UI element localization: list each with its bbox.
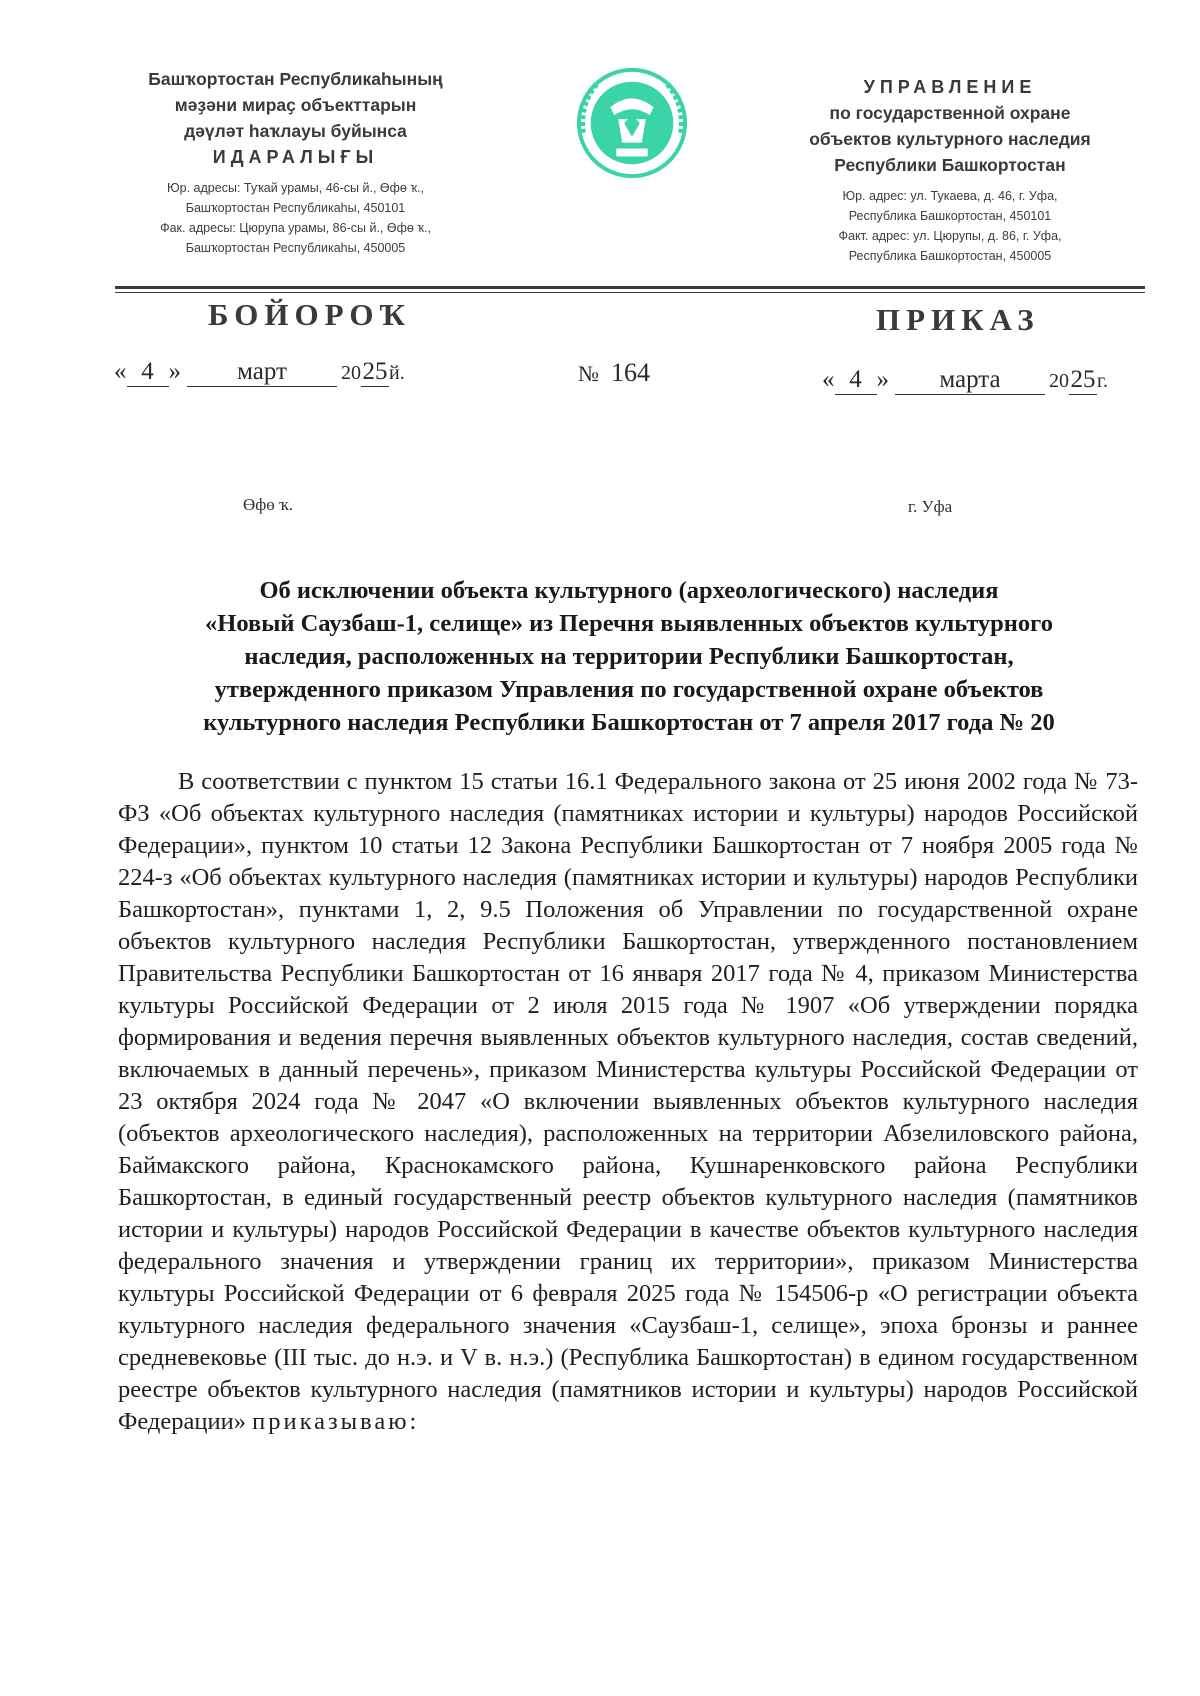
date-year-suffix: 25 [1070, 366, 1096, 393]
header-russian [770, 74, 1130, 266]
header-divider [115, 286, 1145, 289]
date-day: 4 [127, 358, 169, 387]
org-name-line: Башҡортостан Республикаһының [148, 69, 443, 89]
order-body [118, 766, 1138, 1438]
org-name-line: дәүләт һаҡлауы буйынса [184, 121, 407, 141]
city-russian: г. Уфа [908, 497, 953, 516]
quote-open: « [114, 358, 127, 385]
address-line: Юр. адрес: ул. Тукаева, д. 46, г. Уфа, [842, 189, 1058, 203]
org-name-line: по государственной охране [829, 103, 1071, 123]
date-month: март [187, 358, 337, 387]
number-label: № [578, 361, 599, 386]
address-line: Республика Башкортостан, 450005 [848, 249, 1052, 263]
title-line: наследия, расположенных на территории Республики Башкортостан, [244, 643, 1014, 670]
quote-open: « [822, 366, 835, 393]
title-line: утвержденного приказом Управления по государственной охране объектов [214, 676, 1044, 703]
address-block [108, 178, 483, 258]
date-day: 4 [835, 366, 877, 395]
city-bashkir: Өфө ҡ. [243, 495, 294, 514]
address-block [770, 186, 1130, 266]
address-line: Республика Башкортостан, 450101 [848, 209, 1052, 223]
date-year-prefix: 20 [341, 362, 361, 384]
doc-type-russian: ПРИКАЗ [876, 302, 1040, 337]
date-month: марта [895, 366, 1045, 395]
order-title [114, 574, 1144, 739]
number-value: 164 [611, 358, 650, 387]
org-name-line: УПРАВЛЕНИЕ [863, 77, 1037, 97]
org-name-line: Республики Башкортостан [834, 155, 1066, 175]
title-line: культурного наследия Республики Башкортостан от 7 апреля 2017 года № 20 [203, 709, 1055, 736]
date-year-mark: г. [1097, 370, 1108, 392]
order-word: приказываю: [252, 1408, 420, 1435]
header-divider-thin [115, 292, 1145, 293]
quote-close: » [876, 366, 889, 393]
doc-type-bashkir: БОЙОРОҠ [208, 297, 412, 332]
coat-of-arms-icon [573, 64, 691, 182]
order-number [578, 358, 650, 388]
date-year-prefix: 20 [1049, 370, 1069, 392]
title-line: Об исключении объекта культурного (археологического) наследия [259, 577, 999, 604]
org-name-line: мәҙәни мираҫ объекттарын [174, 95, 417, 115]
address-line: Факт. адрес: ул. Цюрупы, д. 86, г. Уфа, [838, 229, 1062, 243]
header-bashkir [108, 66, 483, 258]
body-text: В соответствии с пунктом 15 статьи 16.1 Федерального закона от 25 июня 2002 года № 73-ФЗ «Об объектах культурного наследия (памятниках истории и культуры) народов Российской Федерации», пунктом 10 статьи 12 Закона Республики Башкортостан от 7 ноября 2005 года № 224-з «Об объектах культурного наследия (памятниках истории и культуры) народов Республики Башкортостан», пунктами 1, 2, 9.5 Положения об Управлении по государственной охране объектов культурного наследия Республики Башкортостан, утвержденного постановлением Правительства Республики Башкортостан от 16 января 2017 года № 4, приказом Министерства культуры Российской Федерации от 2 июля 2015 года № 1907 «Об утверждении порядка формирования и ведения перечня выявленных объектов культурного наследия, состав сведений, включаемых в данный перечень», приказом Министерства культуры Российской Федерации от 23 октября 2024 года № 2047 «О включении выявленных объектов культурного наследия (объектов археологического наследия), расположенных на территории Абзелиловского района, Баймакского района, Краснокамского района, Кушнаренковского района Республики Башкортостан, в единый государственный реестр объектов культурного наследия (памятников истории и культуры) народов Российской Федерации в качестве объектов культурного наследия федерального значения и утверждении границ их территории», приказом Министерства культуры Российской Федерации от 6 февраля 2025 года № 154506-р «О регистрации объекта культурного наследия федерального значения «Саузбаш-1, селище», эпоха бронзы и раннее средневековье (III тыс. до н.э. и V в. н.э.) (Республика Башкортостан) в едином государственном реестре объектов культурного наследия (памятников истории и культуры) народов Российской Федерации» [118, 768, 1138, 1435]
org-name-line: объектов культурного наследия [809, 129, 1091, 149]
address-line: Юр. адресы: Туҡай урамы, 46-сы й., Өфө ҡ., [167, 181, 424, 195]
title-line: «Новый Саузбаш-1, селище» из Перечня выявленных объектов культурного [205, 610, 1053, 637]
quote-close: » [168, 358, 181, 385]
date-year-suffix: 25 [362, 358, 388, 385]
org-name-line: ИДАРАЛЫҒЫ [212, 147, 379, 167]
date-russian [822, 366, 1108, 395]
address-line: Башҡортостан Республикаһы, 450101 [185, 201, 406, 215]
date-year-mark: й. [389, 362, 405, 384]
date-bashkir [114, 358, 405, 387]
address-line: Фак. адресы: Цюрупа урамы, 86-сы й., Өфө ҡ., [160, 221, 431, 235]
address-line: Башҡортостан Республикаһы, 450005 [185, 241, 406, 255]
